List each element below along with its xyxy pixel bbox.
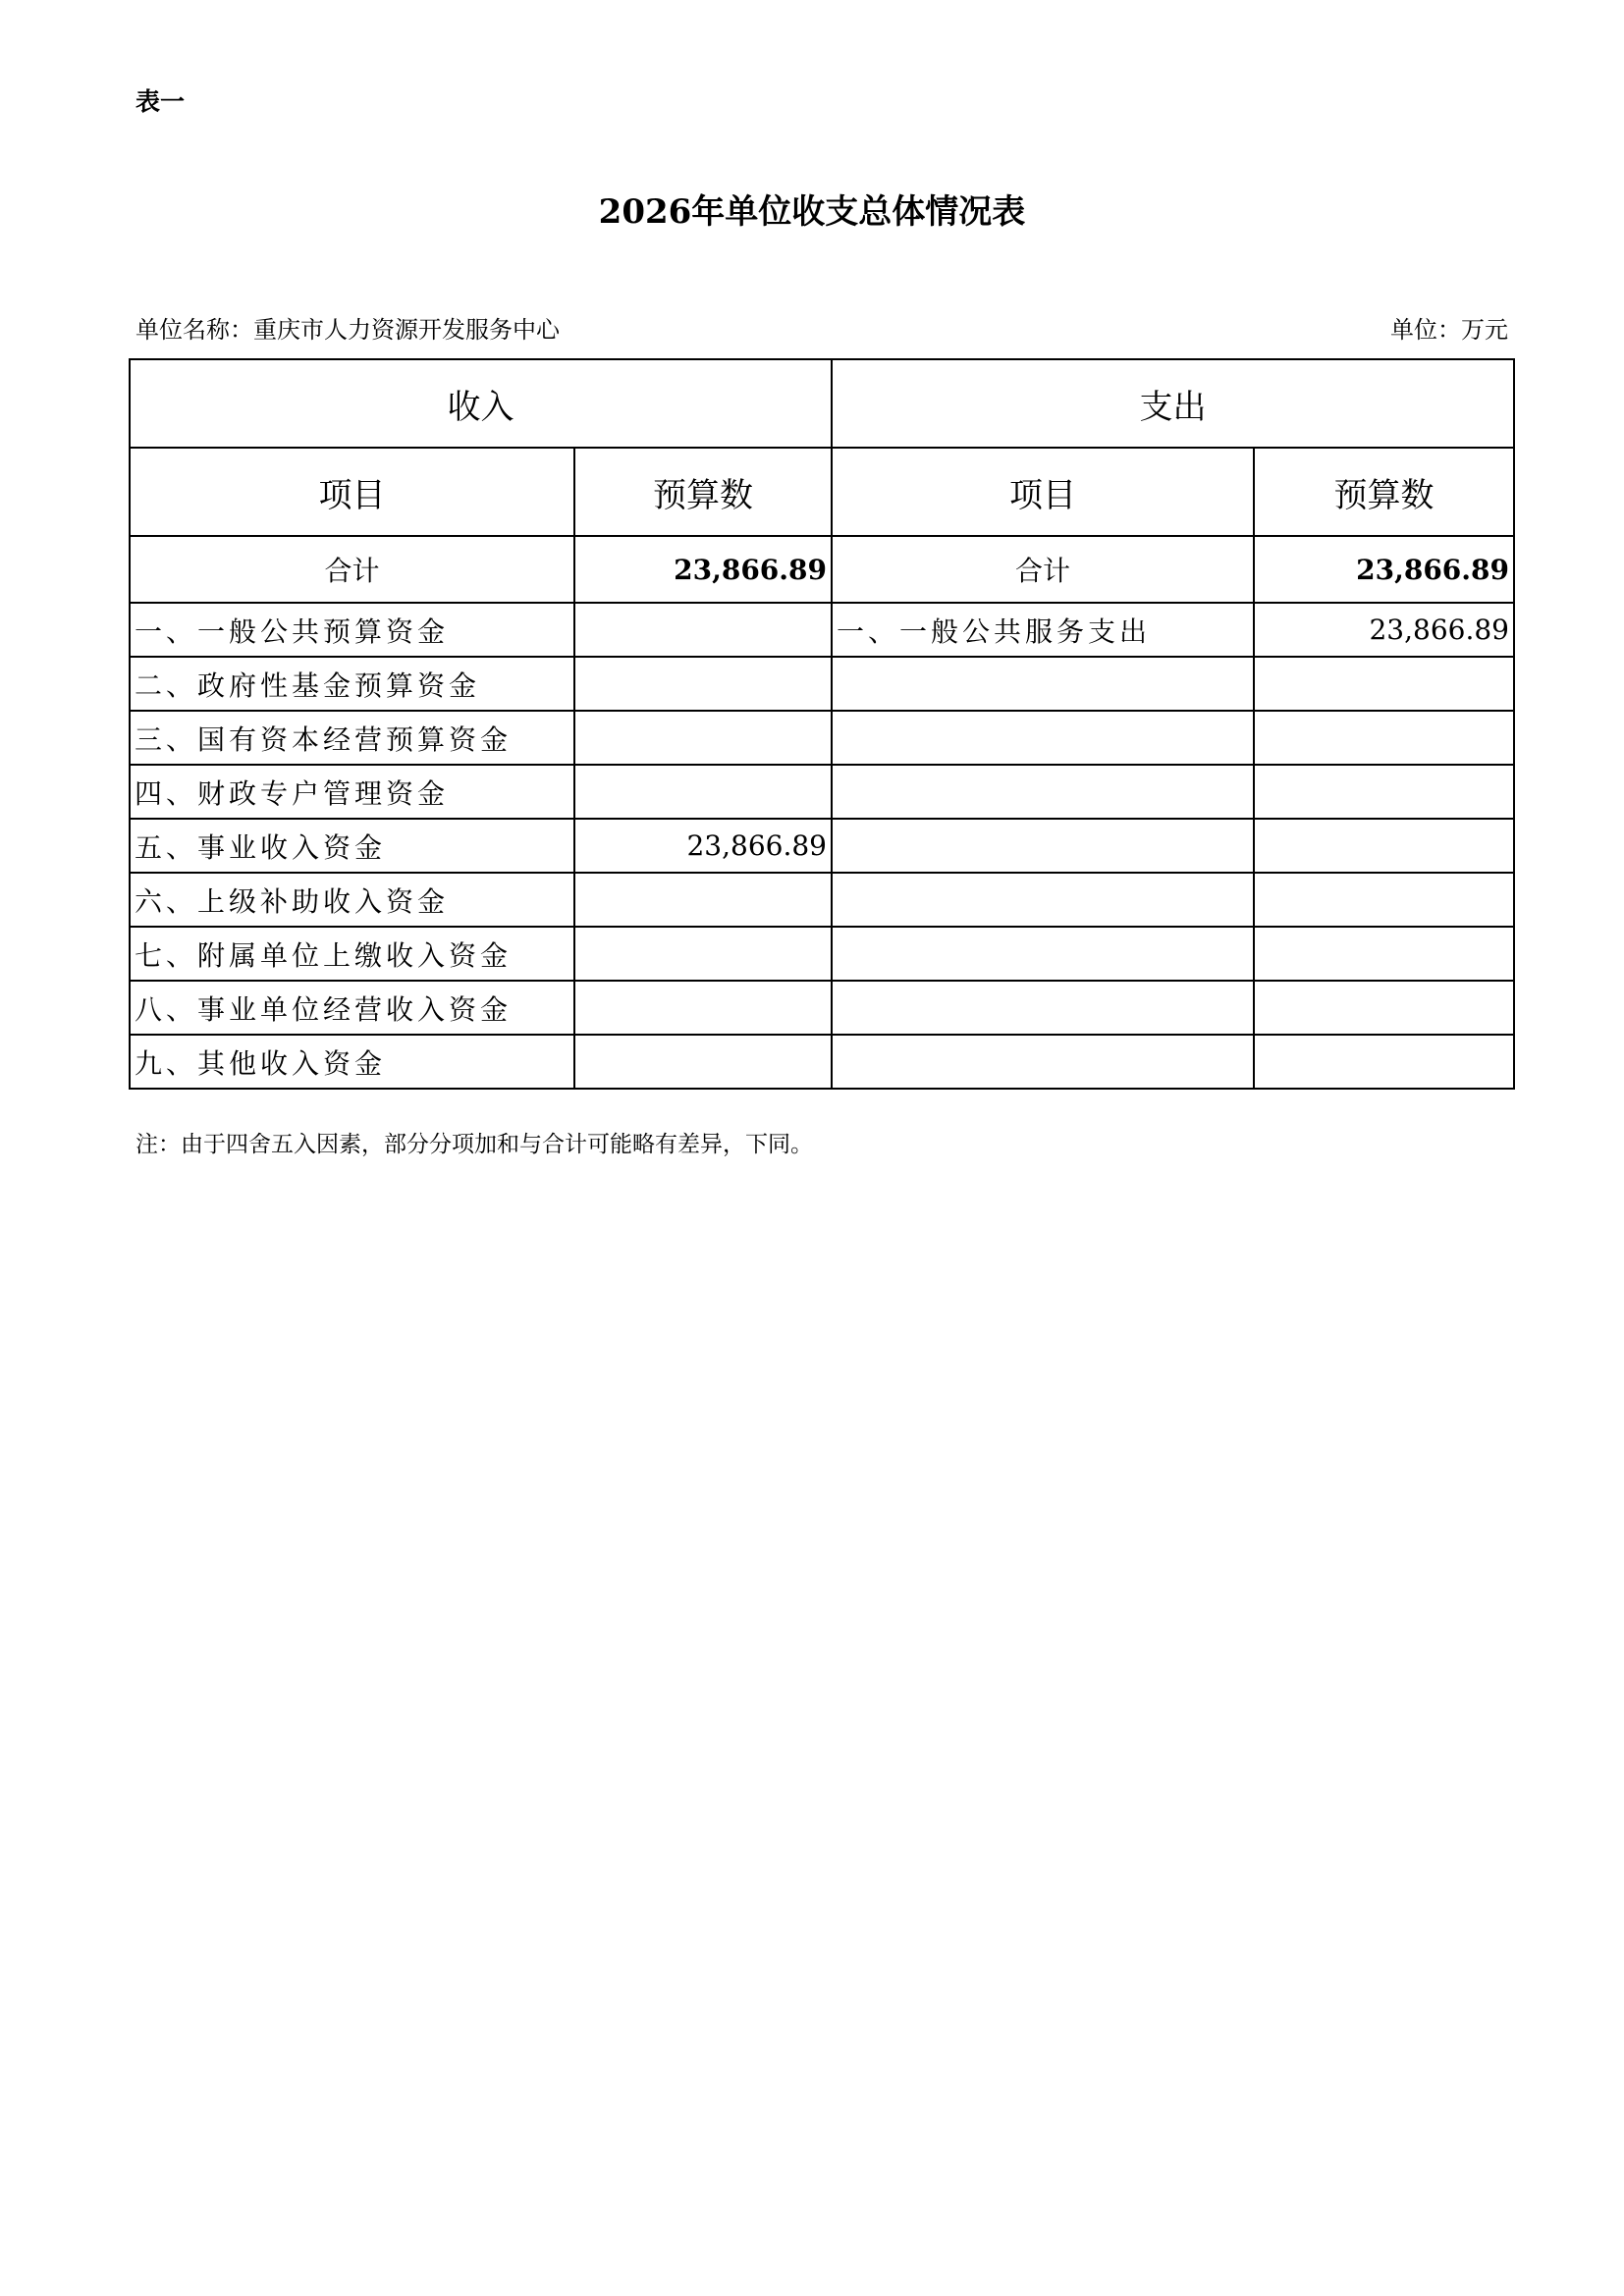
expenditure-value [1254,1035,1514,1089]
income-value [574,603,832,657]
column-header-row [130,448,1514,536]
income-total-label: 合计 [130,536,574,603]
expenditure-value [1254,981,1514,1035]
expenditure-value [1254,657,1514,711]
section-header-row [130,359,1514,448]
income-value [574,765,832,819]
expenditure-item [832,819,1254,873]
expenditure-total-value: 23,866.89 [1254,536,1514,603]
total-row [130,536,1514,603]
income-value [574,873,832,927]
income-value: 23,866.89 [574,819,832,873]
expenditure-item [832,765,1254,819]
table-row [130,765,1514,819]
income-item: 五、事业收入资金 [130,819,574,873]
income-budget-header: 预算数 [574,448,832,536]
expenditure-value: 23,866.89 [1254,603,1514,657]
income-item: 九、其他收入资金 [130,1035,574,1089]
table-row [130,657,1514,711]
income-item: 二、政府性基金预算资金 [130,657,574,711]
income-value [574,981,832,1035]
unit-of-measure: 单位：万元 [1390,316,1508,344]
budget-table [129,358,1515,1090]
expenditure-item-header: 项目 [832,448,1254,536]
expenditure-value [1254,927,1514,981]
income-item: 七、附属单位上缴收入资金 [130,927,574,981]
income-item-header: 项目 [130,448,574,536]
table-label: 表一 [135,87,186,116]
table-row [130,1035,1514,1089]
income-item: 四、财政专户管理资金 [130,765,574,819]
table-row [130,819,1514,873]
income-item: 六、上级补助收入资金 [130,873,574,927]
footnote: 注：由于四舍五入因素，部分分项加和与合计可能略有差异，下同。 [135,1132,813,1157]
expenditure-item [832,1035,1254,1089]
expenditure-item [832,873,1254,927]
income-item: 八、事业单位经营收入资金 [130,981,574,1035]
income-value [574,657,832,711]
expenditure-value [1254,711,1514,765]
expenditure-item: 一、一般公共服务支出 [832,603,1254,657]
table-row [130,873,1514,927]
income-value [574,711,832,765]
income-total-value: 23,866.89 [574,536,832,603]
expenditure-value [1254,873,1514,927]
expenditure-value [1254,765,1514,819]
unit-name: 单位名称：重庆市人力资源开发服务中心 [135,316,560,344]
expenditure-value [1254,819,1514,873]
table-row [130,981,1514,1035]
income-value [574,927,832,981]
table-row [130,603,1514,657]
expenditure-item [832,711,1254,765]
expenditure-item [832,927,1254,981]
expenditure-budget-header: 预算数 [1254,448,1514,536]
table-row [130,711,1514,765]
income-section-header: 收入 [130,359,832,448]
income-value [574,1035,832,1089]
table-row [130,927,1514,981]
expenditure-item [832,981,1254,1035]
expenditure-total-label: 合计 [832,536,1254,603]
income-item: 三、国有资本经营预算资金 [130,711,574,765]
expenditure-section-header: 支出 [832,359,1514,448]
page-title: 2026年单位收支总体情况表 [598,192,1026,232]
income-item: 一、一般公共预算资金 [130,603,574,657]
expenditure-item [832,657,1254,711]
